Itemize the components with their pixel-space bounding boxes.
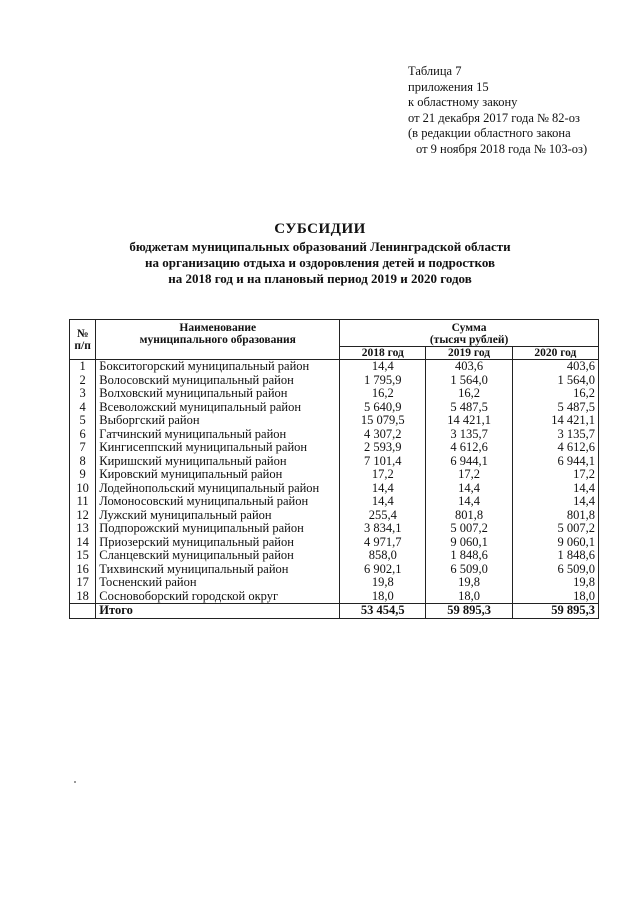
row-2019: 403,6: [426, 360, 512, 374]
header-name-line1: Наименование: [179, 322, 257, 334]
reference-line: от 9 ноября 2018 года № 103-оз): [416, 141, 588, 156]
row-2019: 19,8: [426, 576, 512, 590]
row-name: Сланцевский муниципальный район: [96, 549, 340, 563]
table-row: [70, 360, 599, 374]
row-2018: 6 902,1: [340, 563, 426, 577]
table-row: [70, 401, 599, 415]
reference-line: от 21 декабря 2017 года № 82-оз: [408, 110, 580, 125]
row-2018: 14,4: [340, 482, 426, 496]
table-row: [70, 414, 599, 428]
row-num: 7: [70, 441, 96, 455]
row-num: 3: [70, 387, 96, 401]
row-2019: 4 612,6: [426, 441, 512, 455]
row-2018: 14,4: [340, 495, 426, 509]
row-name: Ломоносовский муниципальный район: [96, 495, 340, 509]
row-name: Волосовский муниципальный район: [96, 374, 340, 388]
header-year-2018: 2018 год: [340, 347, 426, 360]
row-2020: 3 135,7: [512, 428, 598, 442]
row-num: 13: [70, 522, 96, 536]
row-2019: 1 848,6: [426, 549, 512, 563]
row-2019: 16,2: [426, 387, 512, 401]
row-2020: 16,2: [512, 387, 598, 401]
row-2020: 1 564,0: [512, 374, 598, 388]
row-2020: 801,8: [512, 509, 598, 523]
row-2020: 14,4: [512, 495, 598, 509]
row-num: 4: [70, 401, 96, 415]
row-2019: 1 564,0: [426, 374, 512, 388]
total-2020: 59 895,3: [512, 604, 598, 619]
row-num: 8: [70, 455, 96, 469]
row-name: Лужский муниципальный район: [96, 509, 340, 523]
reference-line: приложения 15: [408, 79, 489, 94]
row-name: Подпорожский муниципальный район: [96, 522, 340, 536]
row-2020: 19,8: [512, 576, 598, 590]
row-2020: 5 007,2: [512, 522, 598, 536]
table-row: [70, 536, 599, 550]
row-2018: 5 640,9: [340, 401, 426, 415]
row-2020: 9 060,1: [512, 536, 598, 550]
row-2018: 18,0: [340, 590, 426, 604]
table-row: [70, 455, 599, 469]
header-name: [96, 320, 340, 360]
row-2018: 4 971,7: [340, 536, 426, 550]
row-name: Гатчинский муниципальный район: [96, 428, 340, 442]
title-line: на организацию отдыха и оздоровления детей и подростков: [144, 255, 496, 270]
row-name: Волховский муниципальный район: [96, 387, 340, 401]
header-num: [70, 320, 96, 360]
row-2018: 3 834,1: [340, 522, 426, 536]
row-num: 5: [70, 414, 96, 428]
row-2018: 14,4: [340, 360, 426, 374]
table-row: [70, 549, 599, 563]
header-num-line2: п/п: [74, 339, 91, 352]
row-name: Кировский муниципальный район: [96, 468, 340, 482]
row-num: 12: [70, 509, 96, 523]
row-num: 2: [70, 374, 96, 388]
reference-line: Таблица 7: [408, 64, 462, 78]
row-2018: 16,2: [340, 387, 426, 401]
table-row: [70, 576, 599, 590]
title-main: СУБСИДИИ: [274, 221, 366, 237]
row-2019: 17,2: [426, 468, 512, 482]
subsidies-table: [69, 319, 599, 619]
row-name: Приозерский муниципальный район: [96, 536, 340, 550]
row-2020: 4 612,6: [512, 441, 598, 455]
row-2019: 6 509,0: [426, 563, 512, 577]
row-2020: 6 509,0: [512, 563, 598, 577]
header-sum-line2: (тысяч рублей): [429, 334, 509, 346]
table-row: [70, 428, 599, 442]
table-row: [70, 590, 599, 604]
row-2019: 14 421,1: [426, 414, 512, 428]
scan-speck: [74, 781, 76, 783]
row-2019: 14,4: [426, 495, 512, 509]
row-name: Выборгский район: [96, 414, 340, 428]
title-line: на 2018 год и на плановый период 2019 и 2020 годов: [168, 271, 472, 286]
row-name: Всеволожский муниципальный район: [96, 401, 340, 415]
row-2020: 5 487,5: [512, 401, 598, 415]
row-num: 11: [70, 495, 96, 509]
row-2019: 18,0: [426, 590, 512, 604]
reference-line: (в редакции областного закона: [408, 126, 571, 140]
row-name: Сосновоборский городской округ: [96, 590, 340, 604]
table-row: [70, 468, 599, 482]
row-name: Бокситогорский муниципальный район: [96, 360, 340, 374]
total-label: Итого: [96, 604, 340, 619]
table-row: [70, 522, 599, 536]
row-2018: 19,8: [340, 576, 426, 590]
row-num: 10: [70, 482, 96, 496]
row-2019: 801,8: [426, 509, 512, 523]
row-2020: 14,4: [512, 482, 598, 496]
table-body: [70, 360, 599, 604]
row-2020: 403,6: [512, 360, 598, 374]
row-num: 14: [70, 536, 96, 550]
row-2019: 9 060,1: [426, 536, 512, 550]
row-name: Киришский муниципальный район: [96, 455, 340, 469]
row-name: Лодейнопольский муниципальный район: [96, 482, 340, 496]
row-2020: 17,2: [512, 468, 598, 482]
document-title: [0, 219, 640, 287]
row-2020: 18,0: [512, 590, 598, 604]
row-2018: 15 079,5: [340, 414, 426, 428]
row-num: 6: [70, 428, 96, 442]
table-row: [70, 387, 599, 401]
row-name: Кингисеппский муниципальный район: [96, 441, 340, 455]
row-2018: 858,0: [340, 549, 426, 563]
row-2018: 255,4: [340, 509, 426, 523]
row-num: 18: [70, 590, 96, 604]
row-name: Тихвинский муниципальный район: [96, 563, 340, 577]
row-2019: 6 944,1: [426, 455, 512, 469]
header-name-line2: муниципального образования: [139, 334, 296, 346]
row-2019: 3 135,7: [426, 428, 512, 442]
row-num: 1: [70, 360, 96, 374]
row-num: 15: [70, 549, 96, 563]
header-num-line1: №: [76, 327, 89, 340]
header-year-2019: 2019 год: [426, 347, 512, 360]
total-2018: 53 454,5: [340, 604, 426, 619]
row-num: 9: [70, 468, 96, 482]
table-row: [70, 495, 599, 509]
row-2018: 4 307,2: [340, 428, 426, 442]
row-2018: 2 593,9: [340, 441, 426, 455]
table-row: [70, 509, 599, 523]
total-num: [70, 604, 96, 619]
row-2020: 14 421,1: [512, 414, 598, 428]
row-2019: 5 007,2: [426, 522, 512, 536]
row-2018: 1 795,9: [340, 374, 426, 388]
total-row: [70, 604, 599, 619]
header-sum: [340, 320, 599, 347]
row-name: Тосненский район: [96, 576, 340, 590]
row-num: 16: [70, 563, 96, 577]
row-2018: 7 101,4: [340, 455, 426, 469]
table-row: [70, 563, 599, 577]
header-sum-line1: Сумма: [451, 322, 487, 334]
reference-line: к областному закону: [408, 95, 518, 109]
header-year-2020: 2020 год: [512, 347, 598, 360]
table-row: [70, 482, 599, 496]
row-num: 17: [70, 576, 96, 590]
row-2019: 14,4: [426, 482, 512, 496]
row-2018: 17,2: [340, 468, 426, 482]
row-2020: 6 944,1: [512, 455, 598, 469]
reference-block: [408, 64, 587, 157]
total-2019: 59 895,3: [426, 604, 512, 619]
row-2019: 5 487,5: [426, 401, 512, 415]
row-2020: 1 848,6: [512, 549, 598, 563]
title-line: бюджетам муниципальных образований Ленинградской области: [129, 239, 511, 254]
table-row: [70, 374, 599, 388]
table-row: [70, 441, 599, 455]
